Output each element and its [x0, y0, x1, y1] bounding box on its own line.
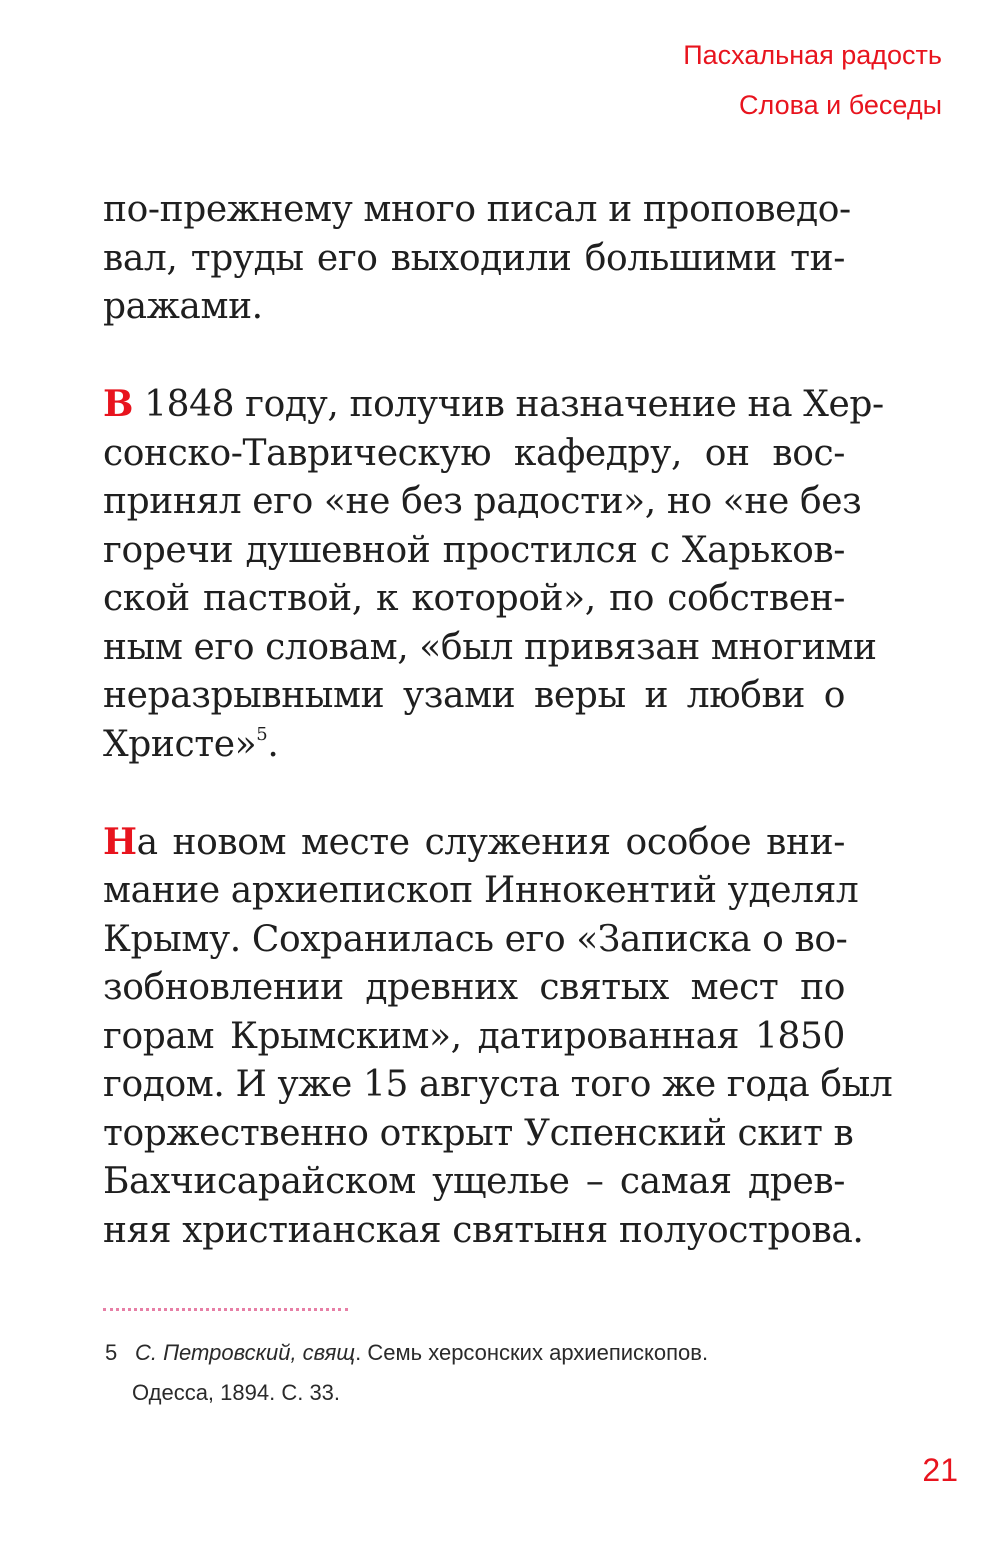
text-line: мание архиепископ Иннокентий уделял [103, 870, 859, 911]
text-line: няя христианская святыня полуострова. [103, 1209, 864, 1251]
footnote-reference[interactable]: 5 [256, 723, 268, 745]
text-line: торжественно открыт Успенский скит в [103, 1112, 854, 1154]
page-number: 21 [922, 1452, 958, 1488]
footnote-line-2: Одесса, 1894. С. 33. [132, 1380, 341, 1405]
book-title: Пасхальная радость [683, 40, 942, 70]
drop-cap: Н [103, 820, 137, 863]
footnote [105, 1333, 825, 1413]
book-subtitle: Слова и беседы [739, 90, 942, 120]
footnote-text: . Семь херсонских архиепископов. [355, 1340, 709, 1365]
text-line: горечи душевной простился с Харьков- [103, 529, 845, 571]
text-line-start: Христе» [103, 723, 257, 765]
running-header [683, 30, 942, 130]
paragraph-3 [103, 818, 893, 1256]
text-line: годом. И уже 15 августа того же года был [103, 1064, 893, 1105]
text-line: горам Крымским», датированная 1850 [103, 1015, 845, 1057]
text-line: Крыму. Сохранилась его «Записка о во- [103, 918, 848, 960]
paragraph-1 [103, 186, 851, 332]
text-line-rest: а новом месте служения особое вни- [136, 821, 845, 863]
paragraph-2 [103, 380, 884, 769]
text-line: вал, труды его выходили большими ти- [103, 237, 845, 279]
footnote-number: 5 [105, 1340, 118, 1365]
text-line [103, 380, 884, 430]
text-line: ражами. [103, 286, 263, 327]
text-line-rest: 1848 году, получив назначение на Хер- [133, 384, 884, 425]
footnote-divider [103, 1308, 348, 1311]
text-line: принял его «не без радости», но «не без [103, 481, 862, 522]
text-line: неразрывными узами веры и любви о [103, 675, 845, 716]
footnote-author: С. Петровский, свящ [135, 1340, 356, 1365]
text-line: сонско-Таврическую кафедру, он вос- [103, 432, 845, 474]
drop-cap: В [103, 383, 134, 425]
text-line [103, 721, 845, 770]
body-text [103, 186, 893, 1304]
text-line-end: . [267, 723, 279, 765]
text-line: ской паствой, к которой», по собствен- [103, 578, 845, 619]
text-line: зобновлении древних святых мест по [103, 967, 845, 1008]
footnote-line-1 [105, 1333, 825, 1373]
text-line: Бахчисарайском ущелье – самая древ- [103, 1161, 845, 1202]
text-line: ным его словам, «был привязан многими [103, 626, 877, 668]
text-line: по-прежнему много писал и проповедо- [103, 189, 851, 230]
text-line [103, 818, 845, 868]
